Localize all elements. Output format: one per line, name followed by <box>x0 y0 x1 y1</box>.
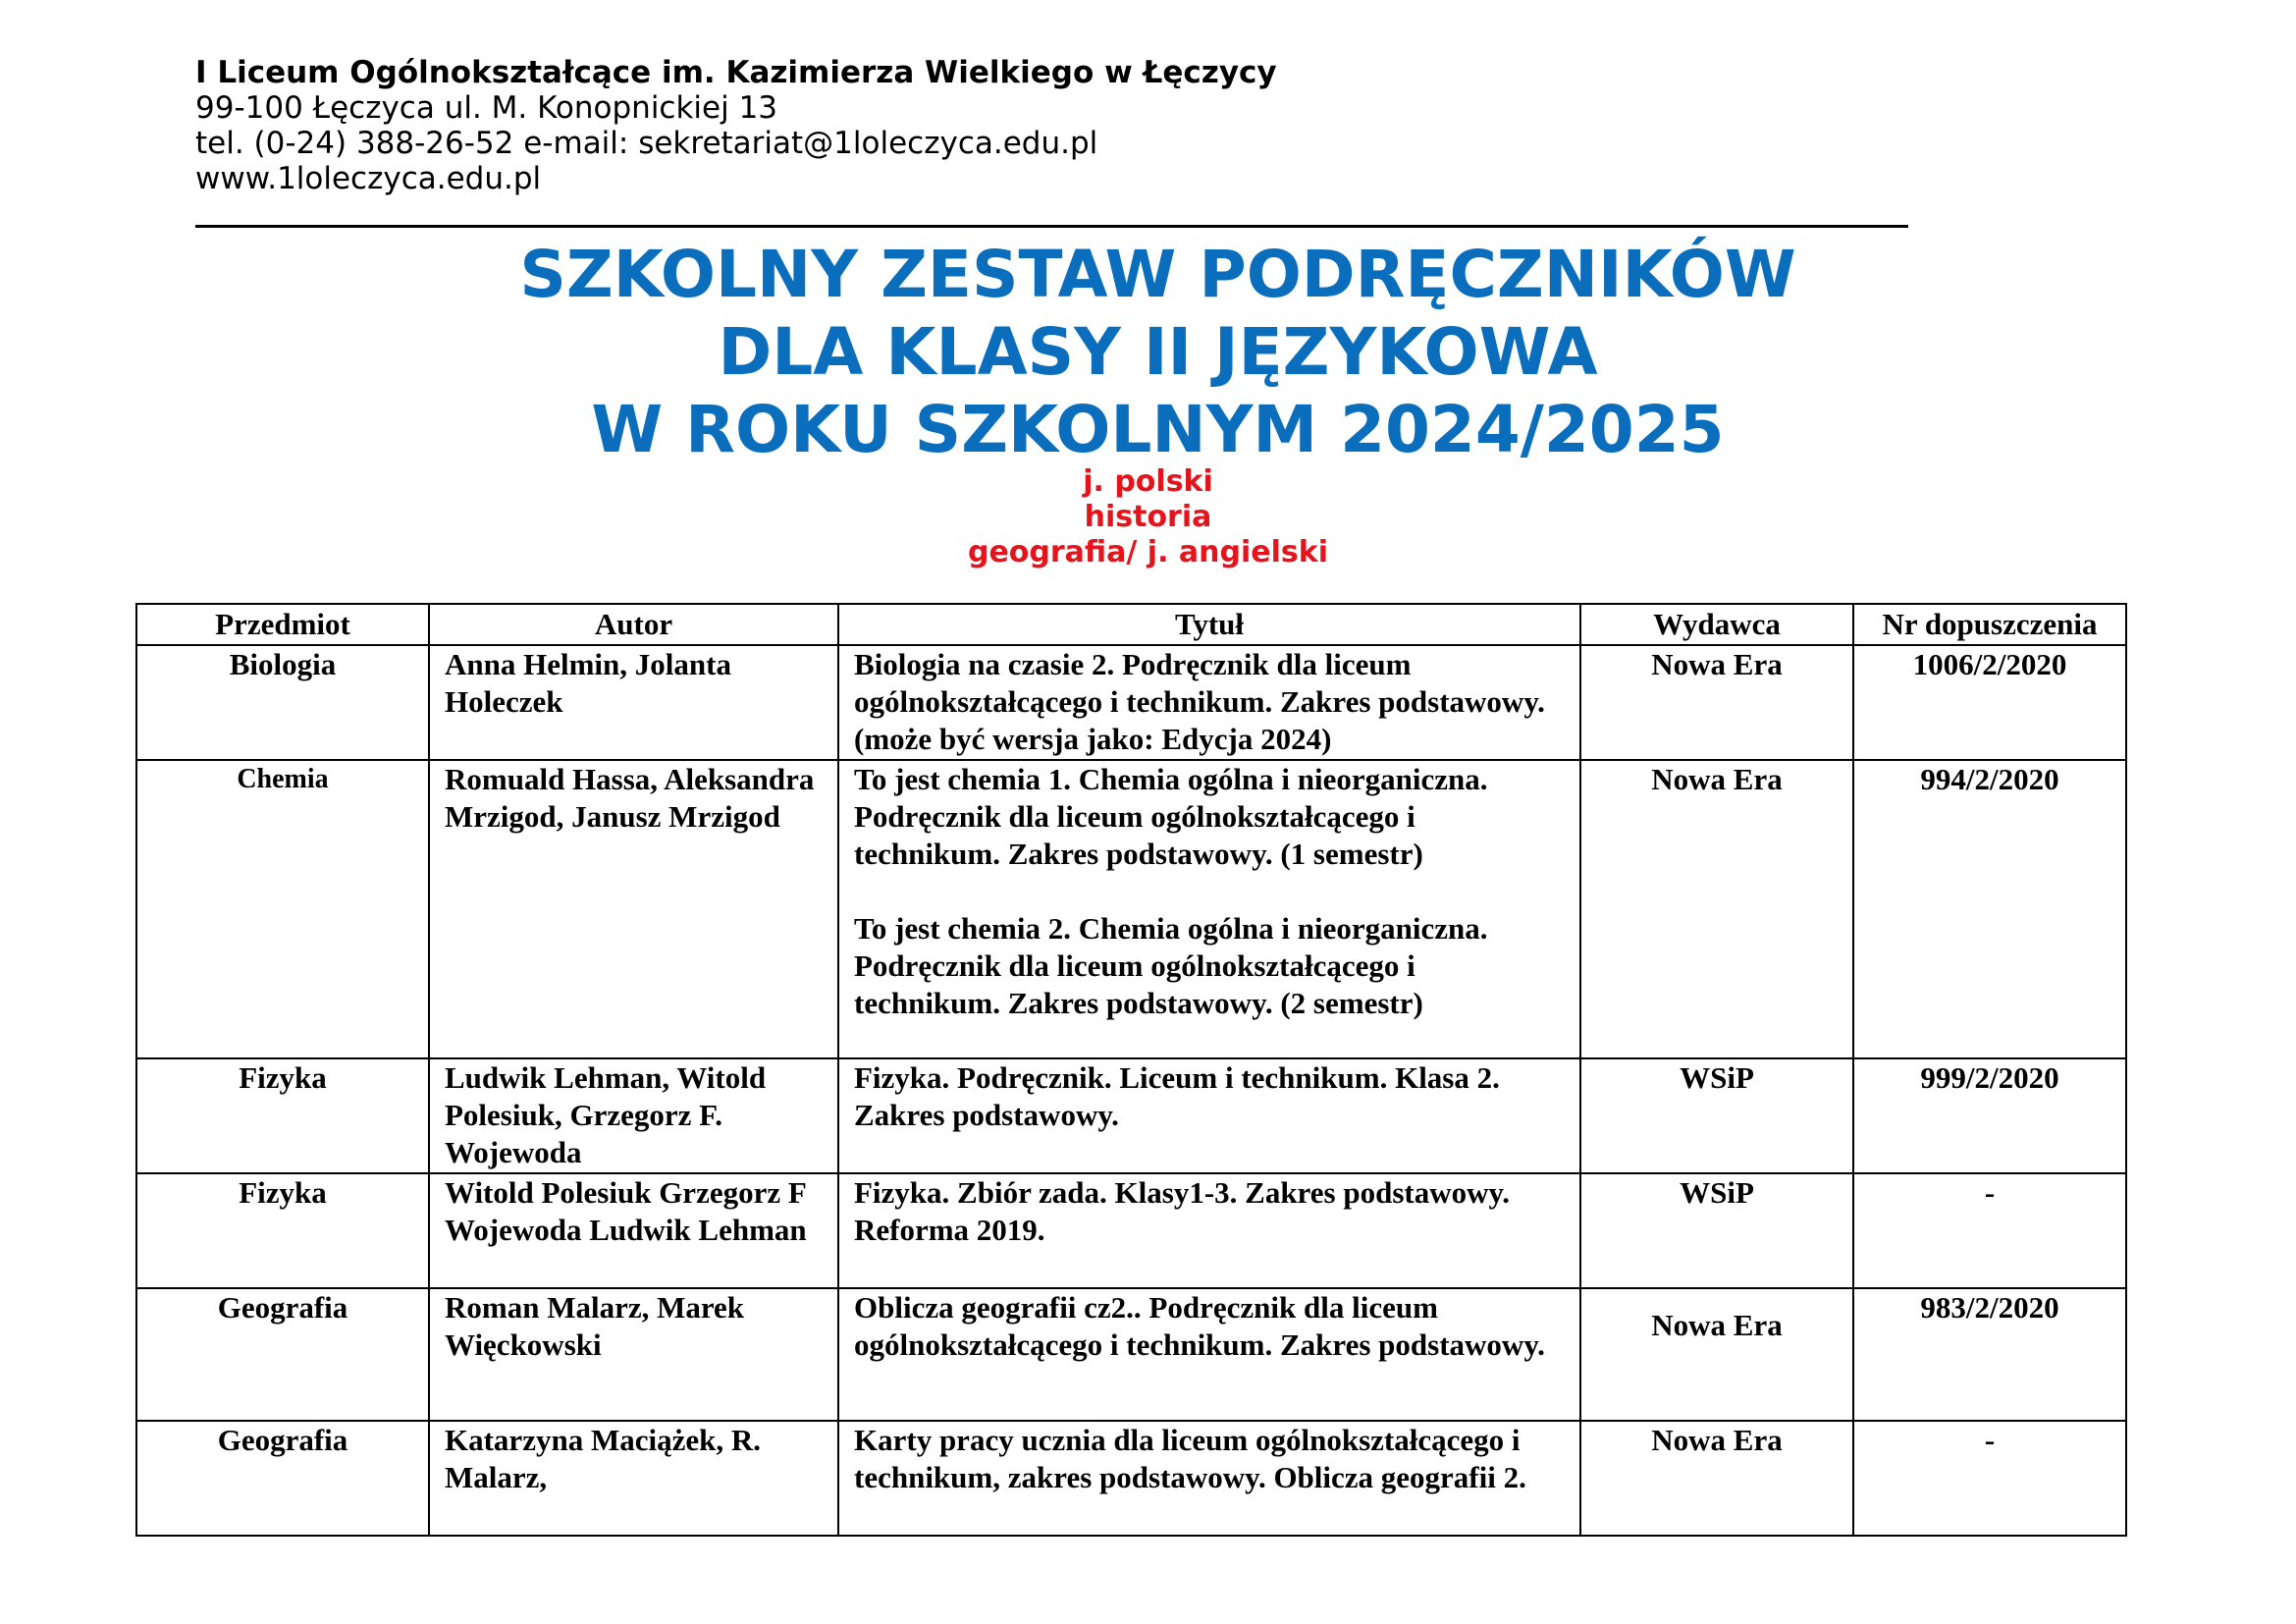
school-name: I Liceum Ogólnokształcące im. Kazimierza Wielkiego w Łęczycy <box>195 55 1277 90</box>
title-line-3: W ROKU SZKOLNYM 2024/2025 <box>591 392 1725 467</box>
subject-line: historia <box>1084 500 1212 534</box>
school-website: www.1loleczyca.edu.pl <box>195 161 542 196</box>
cell-number: 994/2/2020 <box>1853 760 2126 1058</box>
school-contact: tel. (0-24) 388-26-52 e-mail: sekretariat@1loleczyca.edu.pl <box>195 126 1098 161</box>
title-semester-1: To jest chemia 1. Chemia ogólna i nieorganiczna. Podręcznik dla liceum ogólnokształcącego i technikum. Zakres podstawowy. (1 semestr) <box>854 762 1488 871</box>
cell-subject: Fizyka <box>136 1058 429 1173</box>
cell-author: Ludwik Lehman, Witold Polesiuk, Grzegorz F. Wojewoda <box>429 1058 838 1173</box>
school-address: 99-100 Łęczyca ul. M. Konopnickiej 13 <box>195 90 778 126</box>
cell-publisher: WSiP <box>1580 1173 1853 1288</box>
table-row <box>136 1288 2126 1421</box>
title-spacer <box>854 873 1565 910</box>
table-header-row <box>136 604 2126 645</box>
column-header-publisher: Wydawca <box>1580 604 1853 645</box>
table-row <box>136 645 2126 760</box>
cell-author: Witold Polesiuk Grzegorz F Wojewoda Ludwik Lehman <box>429 1173 838 1288</box>
column-header-subject: Przedmiot <box>136 604 429 645</box>
cell-publisher: Nowa Era <box>1580 760 1853 1058</box>
cell-title: Fizyka. Podręcznik. Liceum i technikum. Klasa 2. Zakres podstawowy. <box>838 1058 1580 1173</box>
cell-author: Romuald Hassa, Aleksandra Mrzigod, Janusz Mrzigod <box>429 760 838 1058</box>
cell-title <box>838 760 1580 1058</box>
cell-subject: Geografia <box>136 1288 429 1421</box>
cell-subject: Chemia <box>136 760 429 1058</box>
document-title <box>0 236 2296 468</box>
cell-subject: Fizyka <box>136 1173 429 1288</box>
table-row <box>136 1173 2126 1288</box>
school-header <box>195 55 1277 196</box>
column-header-number: Nr dopuszczenia <box>1853 604 2126 645</box>
cell-title: Oblicza geografii cz2.. Podręcznik dla liceum ogólnokształcącego i technikum. Zakres podstawowy. <box>838 1288 1580 1421</box>
cell-publisher: WSiP <box>1580 1058 1853 1173</box>
column-header-author: Autor <box>429 604 838 645</box>
title-line-1: SZKOLNY ZESTAW PODRĘCZNIKÓW <box>519 237 1796 312</box>
cell-number: 1006/2/2020 <box>1853 645 2126 760</box>
cell-title: Biologia na czasie 2. Podręcznik dla liceum ogólnokształcącego i technikum. Zakres podstawowy. (może być wersja jako: Edycja 2024) <box>838 645 1580 760</box>
cell-publisher: Nowa Era <box>1580 1288 1853 1421</box>
cell-publisher: Nowa Era <box>1580 1421 1853 1536</box>
cell-subject: Geografia <box>136 1421 429 1536</box>
cell-author: Katarzyna Maciążek, R. Malarz, <box>429 1421 838 1536</box>
cell-number: 999/2/2020 <box>1853 1058 2126 1173</box>
cell-title: Fizyka. Zbiór zada. Klasy1-3. Zakres podstawowy. Reforma 2019. <box>838 1173 1580 1288</box>
cell-author: Anna Helmin, Jolanta Holeczek <box>429 645 838 760</box>
column-header-title: Tytuł <box>838 604 1580 645</box>
table-row <box>136 760 2126 1058</box>
cell-publisher: Nowa Era <box>1580 645 1853 760</box>
table-row <box>136 1058 2126 1173</box>
cell-subject: Biologia <box>136 645 429 760</box>
subject-line: geografia/ j. angielski <box>967 535 1329 569</box>
header-divider <box>195 225 1908 228</box>
cell-number: 983/2/2020 <box>1853 1288 2126 1421</box>
cell-number: - <box>1853 1421 2126 1536</box>
title-semester-2: To jest chemia 2. Chemia ogólna i nieorganiczna. Podręcznik dla liceum ogólnokształcącego i technikum. Zakres podstawowy. (2 semestr) <box>854 911 1488 1020</box>
textbook-table <box>135 603 2127 1537</box>
cell-author: Roman Malarz, Marek Więckowski <box>429 1288 838 1421</box>
class-subjects <box>0 464 2296 570</box>
cell-title: Karty pracy ucznia dla liceum ogólnokształcącego i technikum, zakres podstawowy. Oblicza geografii 2. <box>838 1421 1580 1536</box>
table-row <box>136 1421 2126 1536</box>
title-line-2: DLA KLASY II JĘZYKOWA <box>718 314 1598 390</box>
cell-number: - <box>1853 1173 2126 1288</box>
subject-line: j. polski <box>1083 464 1213 499</box>
